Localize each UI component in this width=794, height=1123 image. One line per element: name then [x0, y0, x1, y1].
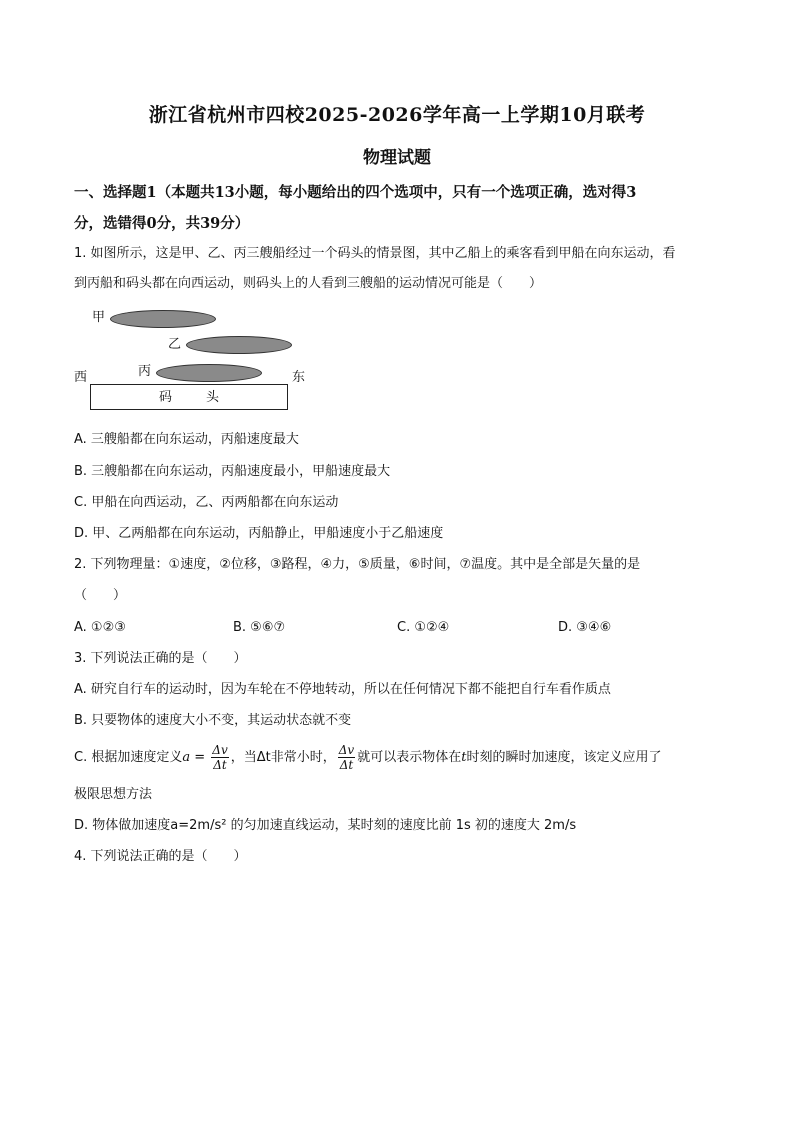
west-label: 西	[74, 370, 88, 385]
section-heading	[74, 177, 734, 239]
accel-symbol: a	[182, 750, 191, 765]
q1-option-d: D. 甲、乙两船都在向东运动，丙船静止，甲船速度小于乙船速度	[74, 526, 444, 541]
ship-bing-label: 丙	[138, 364, 152, 379]
q3-stem: 3. 下列说法正确的是（ ）	[74, 651, 247, 666]
q4-stem: 4. 下列说法正确的是（ ）	[74, 849, 247, 864]
q3-option-c-line-2: 极限思想方法	[74, 787, 153, 802]
q3-option-c-part4: 时刻的瞬时加速度，该定义应用了	[466, 750, 662, 765]
q2-option-c: C. ①②④	[397, 620, 450, 635]
q2-stem-line-1: 2. 下列物理量：①速度，②位移，③路程，④力，⑤质量，⑥时间，⑦温度。其中是全部是矢量的是	[74, 557, 641, 572]
q3-option-d: D. 物体做加速度a=2m/s² 的匀加速直线运动，某时刻的速度比前 1s 初的速度大 2m/s	[74, 818, 577, 833]
fraction-denominator: Δt	[213, 758, 227, 772]
ship-bing	[156, 364, 262, 382]
ship-yi	[186, 336, 292, 354]
q1-option-a: A. 三艘船都在向东运动，丙船速度最大	[74, 432, 299, 447]
fraction-denominator-2: Δt	[339, 758, 354, 772]
q3-option-c-part3: 就可以表示物体在	[357, 750, 462, 765]
ship-yi-label: 乙	[168, 337, 182, 352]
q3-option-c-part2: ，当Δt非常小时，	[230, 750, 336, 765]
delta-v-over-delta-t-fraction-2	[338, 743, 355, 772]
q1-stem-line-2: 到丙船和码头都在向西运动，则码头上的人看到三艘船的运动情况可能是（ ）	[74, 276, 543, 291]
delta-v-over-delta-t-fraction	[211, 743, 228, 772]
q2-stem-line-2: （ ）	[74, 588, 127, 603]
q2-option-d: D. ③④⑥	[558, 620, 612, 635]
q1-option-c: C. 甲船在向西运动，乙、丙两船都在向东运动	[74, 495, 339, 510]
fraction-numerator-2: Δv	[338, 743, 355, 757]
ship-jia-label: 甲	[92, 310, 106, 325]
q3-option-a: A. 研究自行车的运动时，因为车轮在不停地转动，所以在任何情况下都不能把自行车看作质点	[74, 682, 611, 697]
time-symbol: t	[461, 750, 467, 765]
q1-option-b: B. 三艘船都在向东运动，丙船速度最小，甲船速度最大	[74, 464, 391, 479]
dock: 码头	[90, 384, 288, 410]
q1-stem-line-1: 1. 如图所示，这是甲、乙、丙三艘船经过一个码头的情景图，其中乙船上的乘客看到甲船在向东运动，看	[74, 246, 676, 261]
q1-figure	[74, 306, 334, 418]
q3-option-b: B. 只要物体的速度大小不变，其运动状态就不变	[74, 713, 352, 728]
fraction-numerator: Δv	[212, 743, 228, 757]
equals-sign: =	[190, 750, 210, 765]
q2-option-a: A. ①②③	[74, 620, 126, 635]
ship-jia	[110, 310, 216, 328]
q3-option-c	[74, 740, 661, 776]
q2-option-b: B. ⑤⑥⑦	[233, 620, 286, 635]
section-heading-line-2: 分，选错得0分，共39分）	[74, 215, 250, 232]
page-title: 浙江省杭州市四校2025-2026学年高一上学期10月联考	[148, 104, 646, 126]
q3-option-c-part1: C. 根据加速度定义	[74, 750, 183, 765]
page-subtitle: 物理试题	[363, 148, 431, 168]
section-heading-line-1: 一、选择题1（本题共13小题，每小题给出的四个选项中，只有一个选项正确，选对得3	[74, 184, 637, 201]
east-label: 东	[292, 370, 306, 385]
